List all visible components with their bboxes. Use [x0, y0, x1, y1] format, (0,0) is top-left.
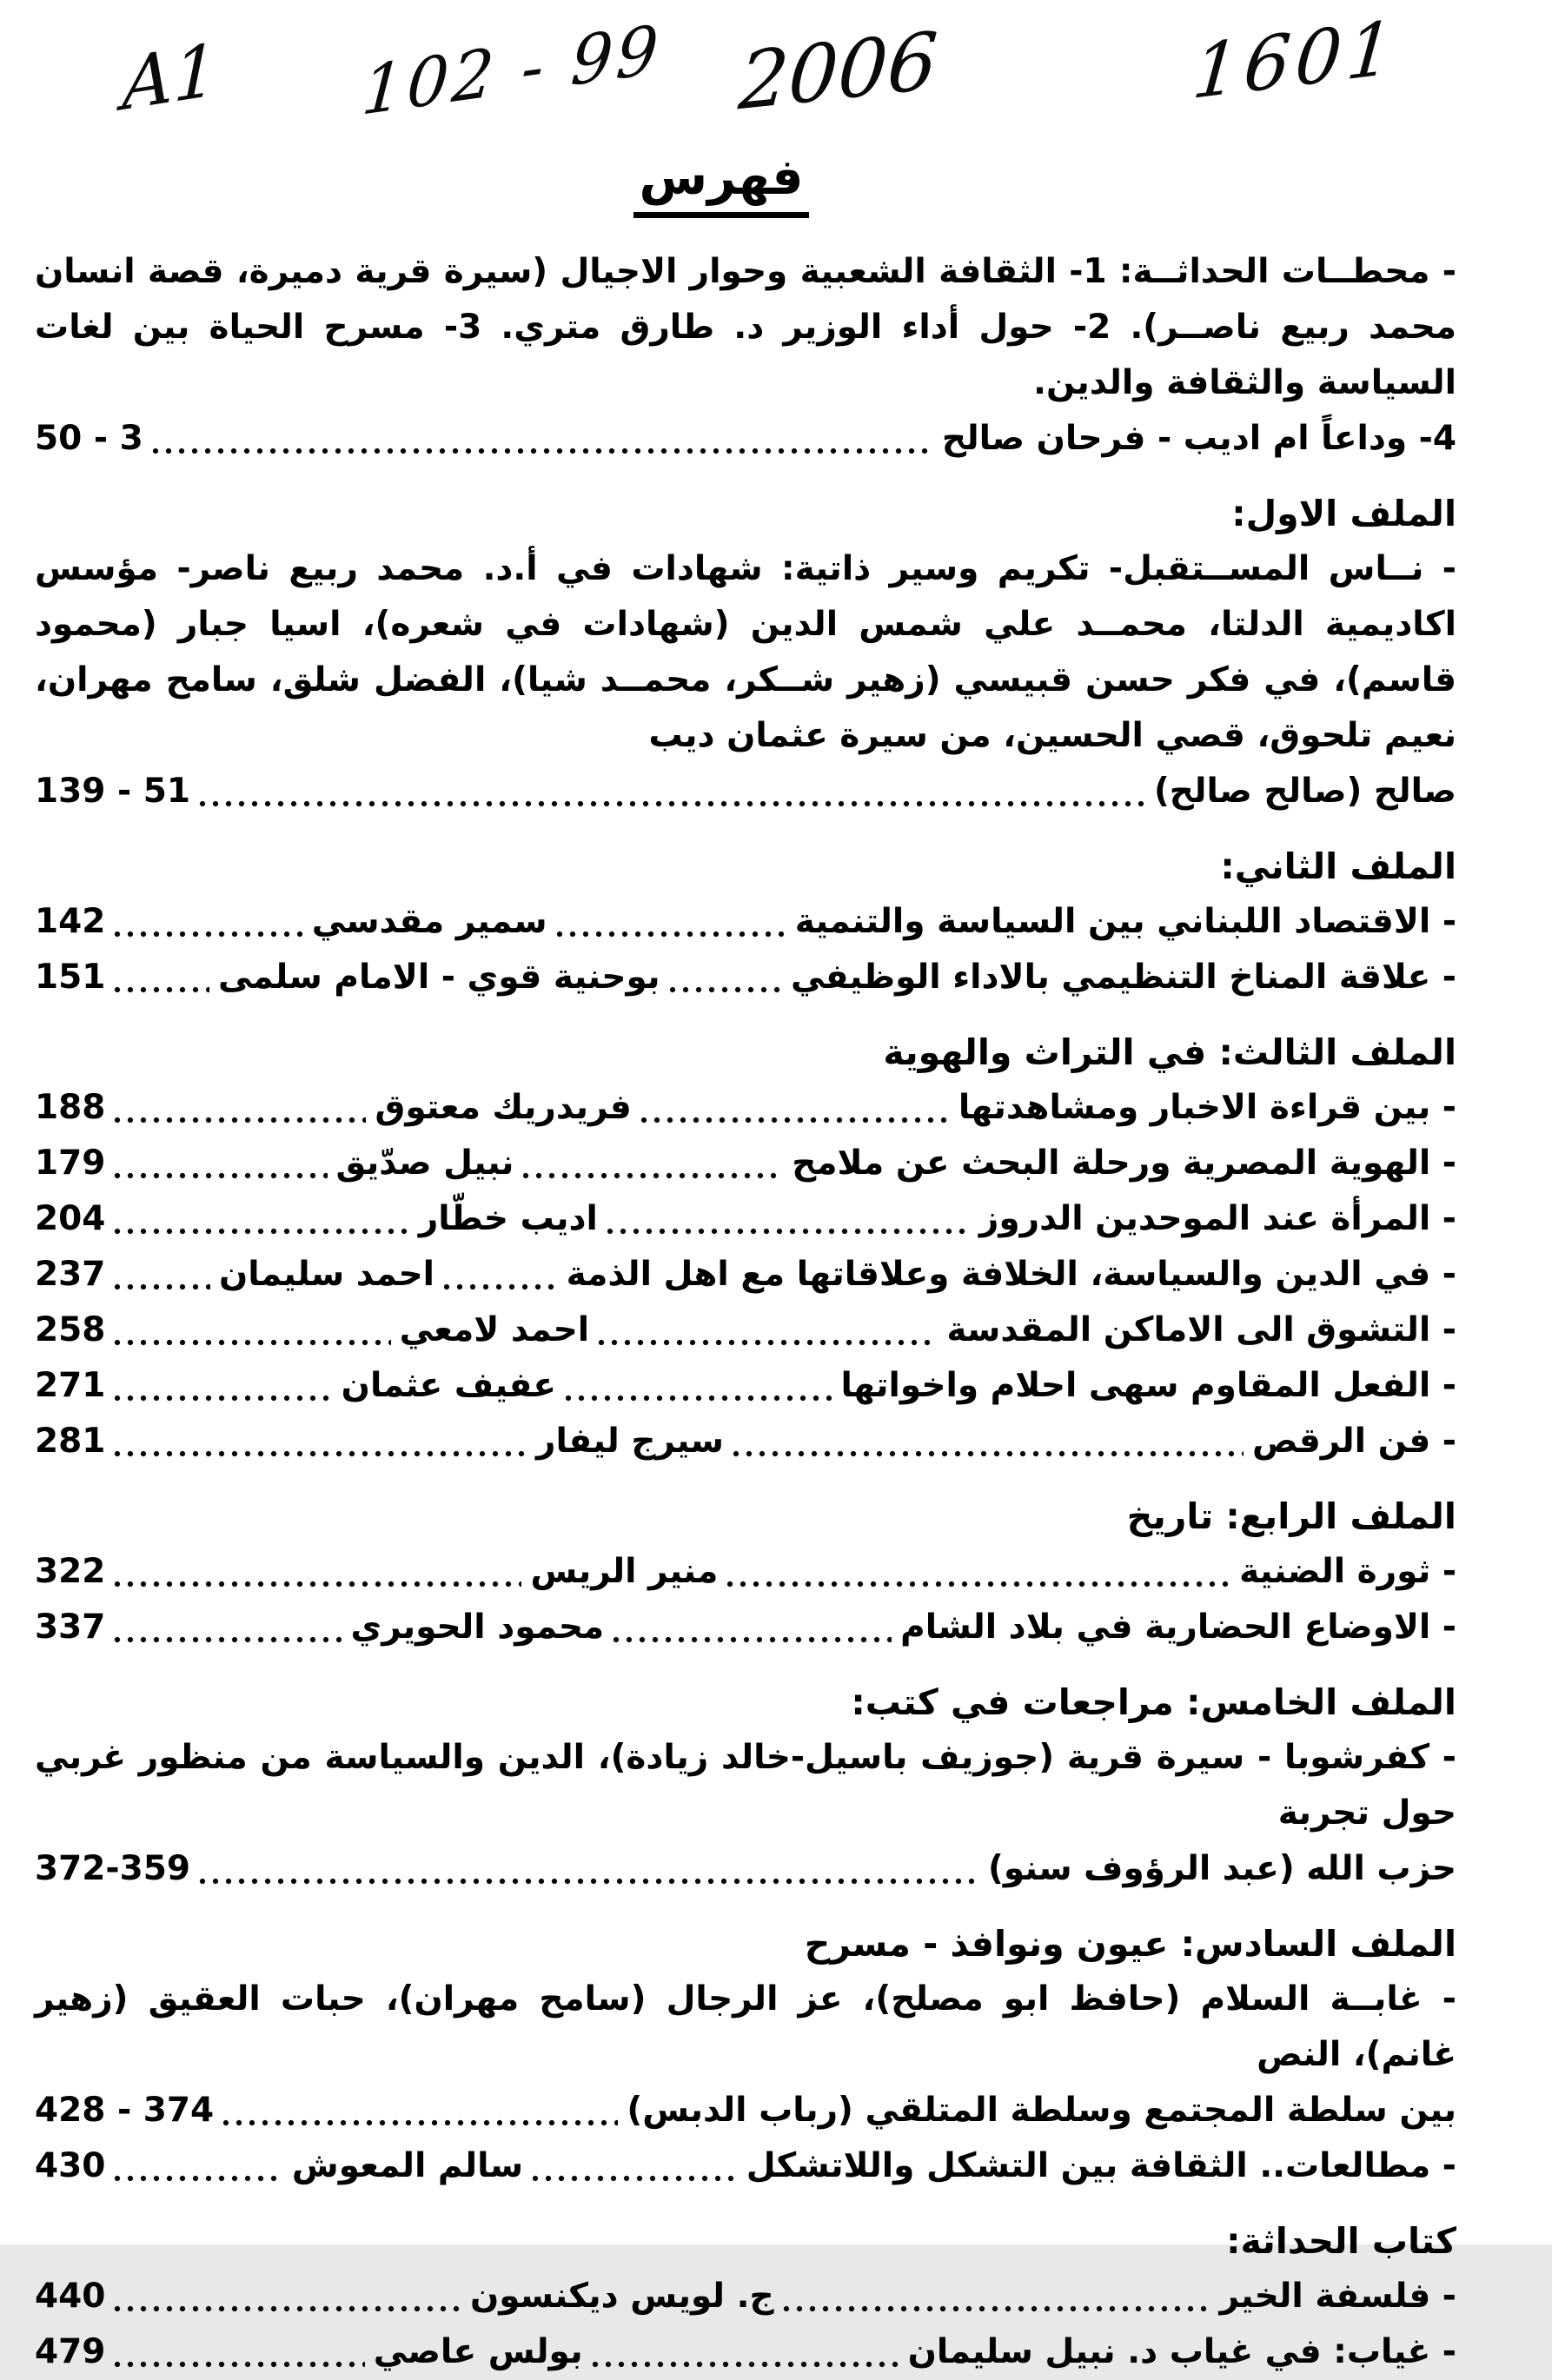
dot-leader: [114, 1228, 409, 1235]
entry-title: - بين قراءة الاخبار ومشاهدتها: [958, 1087, 1456, 1127]
entry-author: سمير مقدسي: [311, 901, 547, 941]
entry-page-number: 337: [35, 1607, 106, 1647]
dot-leader: [222, 2119, 618, 2126]
toc-entry: [35, 1247, 1456, 1303]
entry-author: محمود الحويري: [350, 1607, 605, 1647]
dot-leader: [669, 986, 782, 993]
paragraph-text: - كفرشوبا - سيرة قرية (جوزيف باسيل-خالد زيادة)، الدين والسياسة من منظور غربي حول تجربة: [35, 1737, 1456, 1833]
dot-leader: [613, 1636, 892, 1643]
dot-leader: [556, 931, 786, 938]
toc-entry: [35, 1303, 1456, 1358]
entry-title: - الاقتصاد اللبناني بين السياسة والتنمية: [794, 901, 1456, 941]
section-header: الملف الرابع: تاريخ: [1126, 1495, 1456, 1537]
toc-entry: [35, 1600, 1456, 1655]
dot-leader: [114, 2361, 364, 2368]
dot-leader: [592, 2361, 899, 2368]
dot-leader: [114, 986, 209, 993]
entry-page-number: 430: [35, 2145, 106, 2185]
toc-section-3: [35, 1024, 1456, 1469]
dot-leader: [114, 931, 302, 938]
dot-leader: [522, 1172, 783, 1179]
entry-title: صالح (صالح صالح): [1153, 771, 1456, 811]
dot-leader: [783, 2305, 1211, 2312]
section-header: الملف الخامس: مراجعات في كتب:: [851, 1681, 1456, 1723]
dot-leader: [114, 1395, 332, 1402]
entry-title: - فلسفة الخير: [1219, 2276, 1456, 2316]
handwritten-annotation-issue-code: 102 - 99: [359, 9, 665, 131]
entry-page-number: 188: [35, 1087, 106, 1127]
dot-leader: [565, 1395, 832, 1402]
entry-title: - الفعل المقاوم سهى احلام واخواتها: [840, 1365, 1456, 1405]
entry-title: حزب الله (عبد الرؤوف سنو): [988, 1848, 1456, 1888]
entry-page-range: 139 - 51: [35, 771, 191, 811]
paragraph-text: - نــاس المســتقبل- تكريم وسير ذاتية: شهادات في أ.د. محمد ربيع ناصر- مؤسس اكاديمية الدلتا، محمــد علي شمس الدين (شهادات في شعره)، اسيا جبار (محمود قاسم)، في فكر حسن قبيسي (زهير شــكر، محمــد شيا)، الفضل شلق، سامح مهران، نعيم تلحوق، قصي الحسين، من سيرة عثمان ديب: [35, 548, 1456, 755]
entry-page-number: 271: [35, 1365, 106, 1405]
dot-leader: [598, 1339, 938, 1346]
entry-page-number: 440: [35, 2276, 106, 2316]
entry-page-number: 281: [35, 1421, 106, 1461]
dot-leader: [532, 2175, 738, 2182]
handwritten-annotation-a1: A1: [121, 28, 219, 128]
toc-section-6: [35, 1916, 1456, 2194]
toc-entry: [35, 950, 1456, 1005]
toc-content: [35, 244, 1456, 2380]
section-header: الملف الثالث: في التراث والهوية: [883, 1031, 1456, 1073]
toc-entry: [35, 1080, 1456, 1136]
handwritten-annotation-year: 2006: [735, 15, 941, 129]
entry-author: احمد لامعي: [399, 1309, 590, 1349]
entry-page-number: 479: [35, 2331, 106, 2371]
entry-page-number: 322: [35, 1551, 106, 1591]
section-header: الملف السادس: عيون ونوافذ - مسرح: [804, 1922, 1456, 1965]
entry-title: - فن الرقص: [1252, 1421, 1456, 1461]
entry-page-number: 142: [35, 901, 106, 941]
dot-leader: [114, 2305, 461, 2312]
toc-entry: [35, 1358, 1456, 1414]
section-header: الملف الاول:: [1231, 492, 1456, 534]
entry-title: - التشوق الى الاماكن المقدسة: [946, 1309, 1456, 1349]
paragraph-last-line: [35, 1841, 1456, 1897]
toc-entry: [35, 2138, 1456, 2194]
dot-leader: [114, 1450, 527, 1457]
toc-section-2: [35, 839, 1456, 1005]
toc-entry: [35, 1544, 1456, 1600]
section-header: كتاب الحداثة:: [1226, 2219, 1456, 2262]
toc-intro-section: [35, 244, 1456, 467]
entry-page-number: 204: [35, 1198, 106, 1238]
entry-title: - الهوية المصرية ورحلة البحث عن ملامح: [792, 1143, 1456, 1183]
entry-title: - علاقة المناخ التنظيمي بالاداء الوظيفي: [790, 957, 1456, 997]
entry-title: 4- وداعاً ام اديب - فرحان صالح: [941, 418, 1456, 458]
dot-leader: [607, 1228, 971, 1235]
entry-title: - ثورة الضنية: [1239, 1551, 1456, 1591]
entry-author: اديب خطّار: [418, 1198, 598, 1238]
dot-leader: [443, 1283, 558, 1290]
document-body: [35, 149, 1456, 2380]
toc-section-4: [35, 1488, 1456, 1655]
entry-title: - غياب: في غياب د. نبيل سليمان: [907, 2331, 1456, 2371]
toc-section-7: [35, 2213, 1456, 2380]
entry-author: عفيف عثمان: [341, 1365, 556, 1405]
dot-leader: [199, 1878, 979, 1885]
entry-author: احمد سليمان: [218, 1254, 434, 1294]
dot-leader: [733, 1450, 1244, 1457]
entry-author: سيرج ليفار: [536, 1421, 724, 1461]
paragraph-last-line: [35, 2083, 1456, 2138]
entry-author: ج. لويس ديكنسون: [469, 2276, 774, 2316]
entry-page-range: 372-359: [35, 1848, 191, 1888]
toc-entry: [35, 894, 1456, 950]
entry-author: منير الريس: [530, 1551, 719, 1591]
entry-page-number: 179: [35, 1143, 106, 1183]
handwritten-annotation-number: 1601: [1189, 3, 1403, 116]
section-header: الملف الثاني:: [1220, 845, 1456, 887]
paragraph-last-line: [35, 411, 1456, 467]
entry-author: سالم المعوش: [291, 2145, 524, 2185]
dot-leader: [114, 1339, 390, 1346]
entry-page-range: 50 - 3: [35, 418, 143, 458]
entry-page-number: 258: [35, 1309, 106, 1349]
paragraph-text: - غابــة السلام (حافظ ابو مصلح)، عز الرجال (سامح مهران)، حبات العقيق (زهير غانم)، النص: [35, 1979, 1456, 2074]
dot-leader: [726, 1581, 1230, 1588]
dot-leader: [114, 1117, 366, 1124]
toc-section-5: [35, 1674, 1456, 1897]
toc-entry: [35, 1414, 1456, 1469]
dot-leader: [152, 447, 933, 454]
toc-entry: [35, 2269, 1456, 2324]
toc-entry: [35, 1191, 1456, 1247]
dot-leader: [640, 1117, 950, 1124]
entry-page-number: 151: [35, 957, 106, 997]
entry-title: - المرأة عند الموحدين الدروز: [978, 1198, 1456, 1238]
title-row: [35, 149, 1456, 218]
entry-title: - الاوضاع الحضارية في بلاد الشام: [900, 1607, 1456, 1647]
page-title: فهرس: [633, 149, 808, 218]
dot-leader: [114, 1636, 342, 1643]
paragraph-last-line: [35, 764, 1456, 819]
dot-leader: [114, 1581, 521, 1588]
entry-author: بوحنية قوي - الامام سلمى: [217, 957, 660, 997]
entry-author: نبيل صدّيق: [335, 1143, 514, 1183]
dot-leader: [199, 800, 1145, 807]
toc-section-1: [35, 486, 1456, 819]
toc-entry: [35, 2324, 1456, 2380]
toc-entry: [35, 1136, 1456, 1191]
dot-leader: [114, 2175, 282, 2182]
entry-page-number: 237: [35, 1254, 106, 1294]
paragraph-text: - محطــات الحداثــة: 1- الثقافة الشعبية وحوار الاجيال (سيرة قرية دميرة، قصة انسان محمد ربيع ناصــر). 2- حول أداء الوزير د. طارق متري. 3- مسرح الحياة بين لغات السياسة والثقافة والدين.: [35, 251, 1456, 402]
dot-leader: [114, 1172, 327, 1179]
entry-title: - في الدين والسياسة، الخلافة وعلاقاتها مع اهل الذمة: [566, 1254, 1456, 1294]
entry-author: فريدريك معتوق: [375, 1087, 632, 1127]
entry-author: بولس عاصي: [373, 2331, 583, 2371]
entry-title: - مطالعات.. الثقافة بين التشكل واللاتشكل: [746, 2145, 1456, 2185]
entry-page-range: 428 - 374: [35, 2090, 215, 2130]
entry-title: بين سلطة المجتمع وسلطة المتلقي (رباب الدبس): [627, 2090, 1456, 2130]
dot-leader: [114, 1283, 210, 1290]
